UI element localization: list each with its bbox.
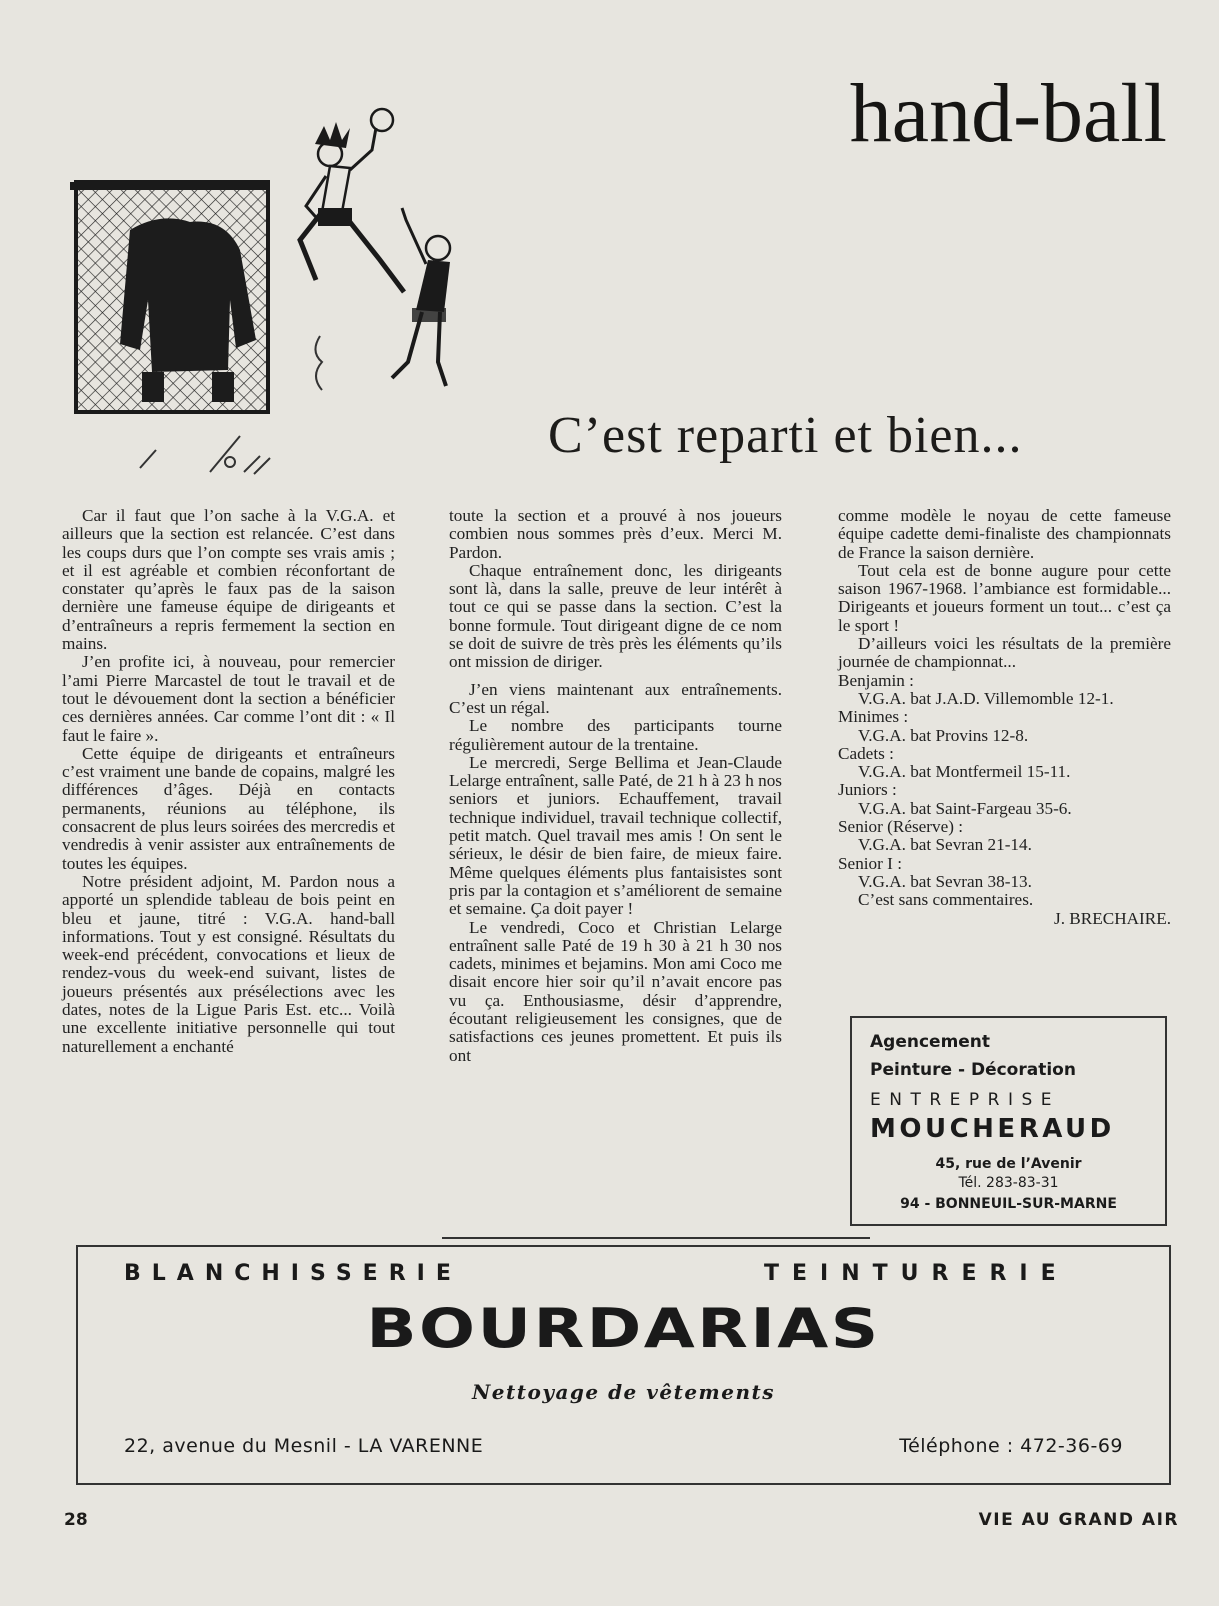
ad-line-services: Peinture - Décoration — [870, 1060, 1076, 1080]
result-score: V.G.A. bat Sevran 21-14. — [858, 835, 1032, 855]
page-title: hand-ball — [849, 67, 1167, 160]
paragraph: comme modèle le noyau de cette fameuse équipe cadette demi-finaliste des championnats de France la saison dernière. — [838, 506, 1171, 562]
article-column-3 — [838, 507, 1171, 928]
paragraph: Car il faut que l’on sache à la V.G.A. et ailleurs que la section est relancée. C’est dans les coups durs que l’on compte ses vrais amis ; et il est agréable et combien réconfortant de constater qu’après le faux pas de la saison dernière une fameuse équipe de dirigeants et d’entraîneurs a repris fermement la section en mains. — [62, 506, 395, 654]
ad-word-teinturerie: TEINTURERIE — [764, 1261, 1069, 1286]
paragraph: Chaque entraînement donc, les dirigeants sont là, dans la salle, preuve de leur intérêt à tout ce qui se passe dans la section. C’est la bonne formule. Tout dirigeant digne de ce nom se doit de suivre de très près les éléments qu’ils ont mission de diriger. — [449, 560, 782, 672]
ad-company-name: BOURDARIAS — [366, 1297, 881, 1360]
article-column-2 — [449, 507, 782, 1065]
result-score: V.G.A. bat Montfermeil 15-11. — [858, 762, 1071, 782]
paragraph: Le nombre des participants tourne régulièrement autour de la trentaine. — [449, 716, 782, 754]
ad-city: 94 - BONNEUIL-SUR-MARNE — [900, 1196, 1117, 1212]
ad-company-name: MOUCHERAUD — [870, 1114, 1115, 1144]
column-divider — [442, 1237, 870, 1239]
paragraph: J’en profite ici, à nouveau, pour remercier l’ami Pierre Marcastel de tout le travail et de tout le dévouement dont la section a bénéficier ces dernières années. Car comme l’ont dit : « Il faut le faire ». — [62, 652, 395, 745]
ad-phone: Téléphone : 472-36-69 — [899, 1435, 1123, 1457]
author-signature: J. BRECHAIRE. — [1054, 908, 1171, 928]
paragraph: J’en viens maintenant aux entraînements. C’est un régal. — [449, 679, 782, 717]
paragraph: Cette équipe de dirigeants et entraîneurs c’est vraiment une bande de copains, malgré les différences d’âges. Déjà en contacts permanents, réunions au téléphone, ils consacrent de plus leurs soirées des mercredis et vendredis à venir assister aux entraînements de toutes les équipes. — [62, 743, 395, 873]
moucheraud-advertisement — [850, 1016, 1167, 1226]
ad-line-agencement: Agencement — [870, 1032, 991, 1052]
paragraph: Notre président adjoint, M. Pardon nous a apporté un splendide tableau de bois peint en bleu et jaune, titré : V.G.A. hand-ball informations. Tout y est consigné. Résultats du week-end précédent, convocations et lieux de rendez-vous du week-end suivant, listes de joueurs présentés aux présélections avec les dates, notes de la Ligue Paris Est. etc... Voilà une excellente initiative personnelle qui tout naturellement a enchanté — [62, 871, 395, 1056]
closing-remark: C’est sans commentaires. — [858, 890, 1034, 910]
paragraph: Le mercredi, Serge Bellima et Jean-Claude Lelarge entraînent, salle Paté, de 21 h à 23 h nos seniors et juniors. Echauffement, travail technique individuel, travail technique collectif, petit match. Quel travail mes amis ! On sent le sérieux, le désir de bien faire, de mieux faire. Même quelques éléments plus fantaisistes sont pris par la contagion et s’améliorent de semaine et semaine. Ça doit payer ! — [449, 752, 782, 919]
article-column-1 — [62, 507, 395, 1056]
article-subtitle: C’est reparti et bien... — [548, 407, 1023, 464]
ad-word-blanchisserie: BLANCHISSERIE — [124, 1261, 462, 1286]
ad-line-entreprise: ENTREPRISE — [870, 1090, 1061, 1110]
ad-address: 45, rue de l’Avenir — [935, 1156, 1082, 1172]
result-category: Senior (Réserve) : — [838, 817, 964, 837]
paragraph: Tout cela est de bonne augure pour cette saison 1967-1968. l’ambiance est formidable... Dirigeants et joueurs forment un tout... c’est ça le sport ! — [838, 560, 1171, 635]
ad-slogan: Nettoyage de vêtements — [472, 1380, 775, 1404]
result-score: V.G.A. bat Sevran 38-13. — [858, 871, 1032, 891]
result-category: Cadets : — [838, 743, 894, 763]
paragraph: Le vendredi, Coco et Christian Lelarge entraînent salle Paté de 19 h 30 à 21 h 30 nos cadets, minimes et bejamins. Mon ami Coco me disait encore hier soir qu’il n’avait encore pas vu ça. Enthousiasme, désir d’apprendre, écoutant religieusement les consignes, que de satisfactions ces jeunes promettent. Et puis ils ont — [449, 917, 782, 1065]
handball-players-illustration — [60, 100, 480, 500]
ad-address: 22, avenue du Mesnil - LA VARENNE — [124, 1435, 484, 1457]
page-number: 28 — [64, 1510, 88, 1530]
result-score: V.G.A. bat Provins 12-8. — [858, 725, 1029, 745]
magazine-name: VIE AU GRAND AIR — [978, 1510, 1179, 1530]
paragraph: toute la section et a prouvé à nos joueurs combien nous sommes près d’eux. Merci M. Pardon. — [449, 506, 782, 562]
bourdarias-advertisement — [76, 1245, 1171, 1485]
paragraph: D’ailleurs voici les résultats de la première journée de championnat... — [838, 634, 1171, 672]
result-category: Minimes : — [838, 707, 909, 727]
ad-phone: Tél. 283-83-31 — [958, 1175, 1059, 1191]
result-score: V.G.A. bat J.A.D. Villemomble 12-1. — [858, 688, 1114, 708]
result-category: Benjamin : — [838, 670, 914, 690]
result-category: Senior I : — [838, 853, 902, 873]
result-score: V.G.A. bat Saint-Fargeau 35-6. — [858, 798, 1072, 818]
result-category: Juniors : — [838, 780, 897, 800]
